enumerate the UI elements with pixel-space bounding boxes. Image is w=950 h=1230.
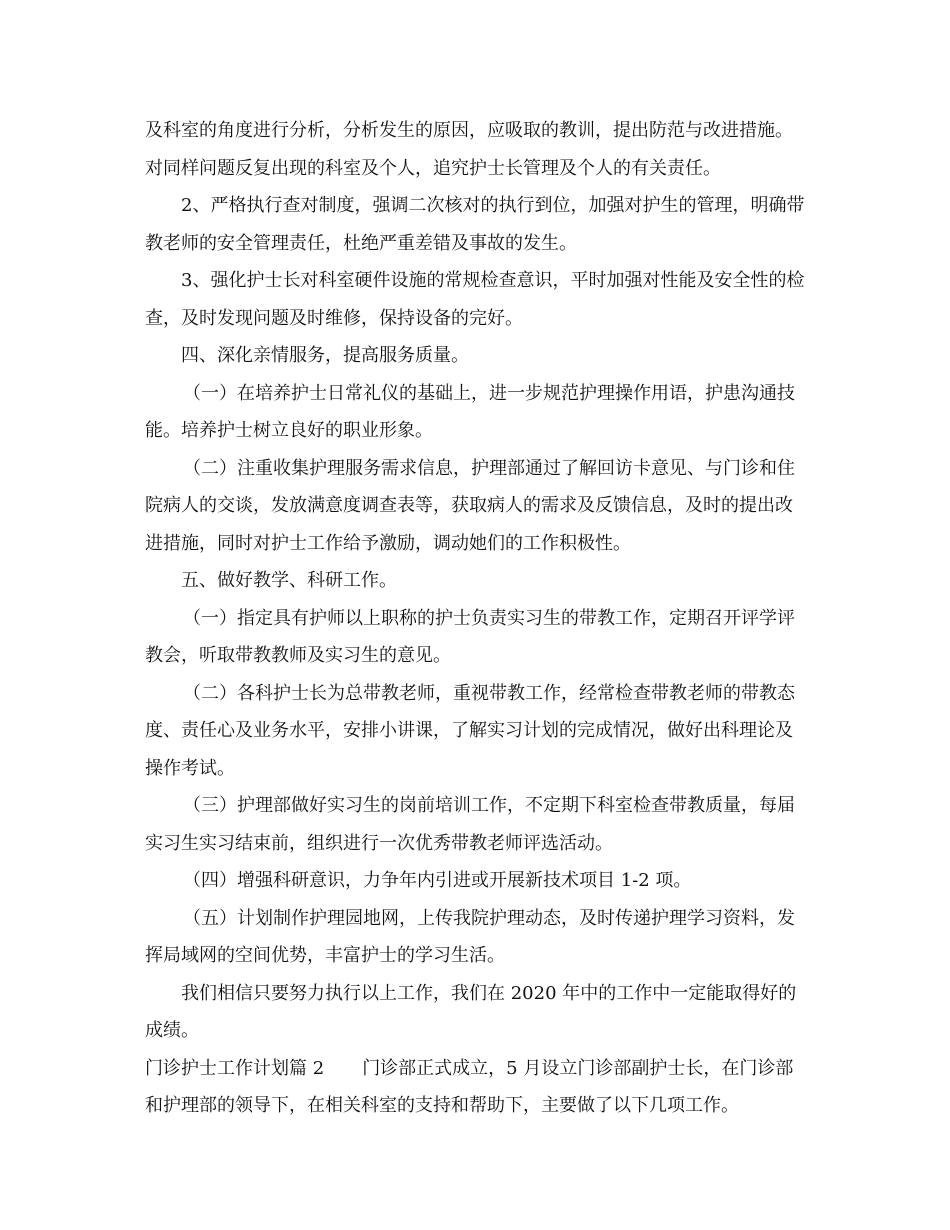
paragraph-11: （四）增强科研意识，力争年内引进或开展新技术项目 1-2 项。 [183,870,692,891]
section-heading-five: 五、做好教学、科研工作。 [181,570,397,591]
section-body: 门诊部正式成立，5 月设立门诊部副护士长，在门诊部和护理部的领导下，在相关科室的支持和帮助下，主要做了以下几项工作。 [145,1057,794,1116]
paragraph-9: （二）各科护士长为总带教老师，重视带教工作，经常检查带教老师的带教态度、责任心及业务水平，安排小讲课，了解实习计划的完成情况，做好出科理论及操作考试。 [145,682,795,779]
section-heading-four: 四、深化亲情服务，提高服务质量。 [181,345,469,366]
paragraph-1: 及科室的角度进行分析，分析发生的原因，应吸取的教训，提出防范与改进措施。对同样问题反复出现的科室及个人，追究护士长管理及个人的有关责任。 [145,120,793,179]
paragraph-6: （二）注重收集护理服务需求信息，护理部通过了解回访卡意见、与门诊和住院病人的交谈，发放满意度调查表等，获取病人的需求及反馈信息，及时的提出改进措施，同时对护士工作给予激励，调动她们的工作积极性。 [145,457,795,554]
paragraph-3: 3、强化护士长对科室硬件设施的常规检查意识，平时加强对性能及安全性的检查，及时发现问题及时维修，保持设备的完好。 [145,270,805,329]
section-title: 门诊护士工作计划篇 2 [145,1057,325,1079]
paragraph-5: （一）在培养护士日常礼仪的基础上，进一步规范护理操作用语，护患沟通技能。培养护士树立良好的职业形象。 [145,382,795,441]
paragraph-8: （一）指定具有护师以上职称的护士负责实习生的带教工作，定期召开评学评教会，听取带教教师及实习生的意见。 [145,607,795,666]
paragraph-12: （五）计划制作护理园地网，上传我院护理动态，及时传递护理学习资料，发挥局域网的空间优势，丰富护士的学习生活。 [145,907,795,966]
paragraph-13: 我们相信只要努力执行以上工作，我们在 2020 年中的工作中一定能取得好的成绩。 [145,982,797,1041]
paragraph-10: （三）护理部做好实习生的岗前培训工作，不定期下科室检查带教质量，每届实习生实习结束前，组织进行一次优秀带教老师评选活动。 [145,795,795,854]
paragraph-2: 2、严格执行查对制度，强调二次核对的执行到位，加强对护生的管理，明确带教老师的安全管理责任，杜绝严重差错及事故的发生。 [145,195,805,254]
section-start [145,1050,805,1125]
document-body [145,112,805,1125]
